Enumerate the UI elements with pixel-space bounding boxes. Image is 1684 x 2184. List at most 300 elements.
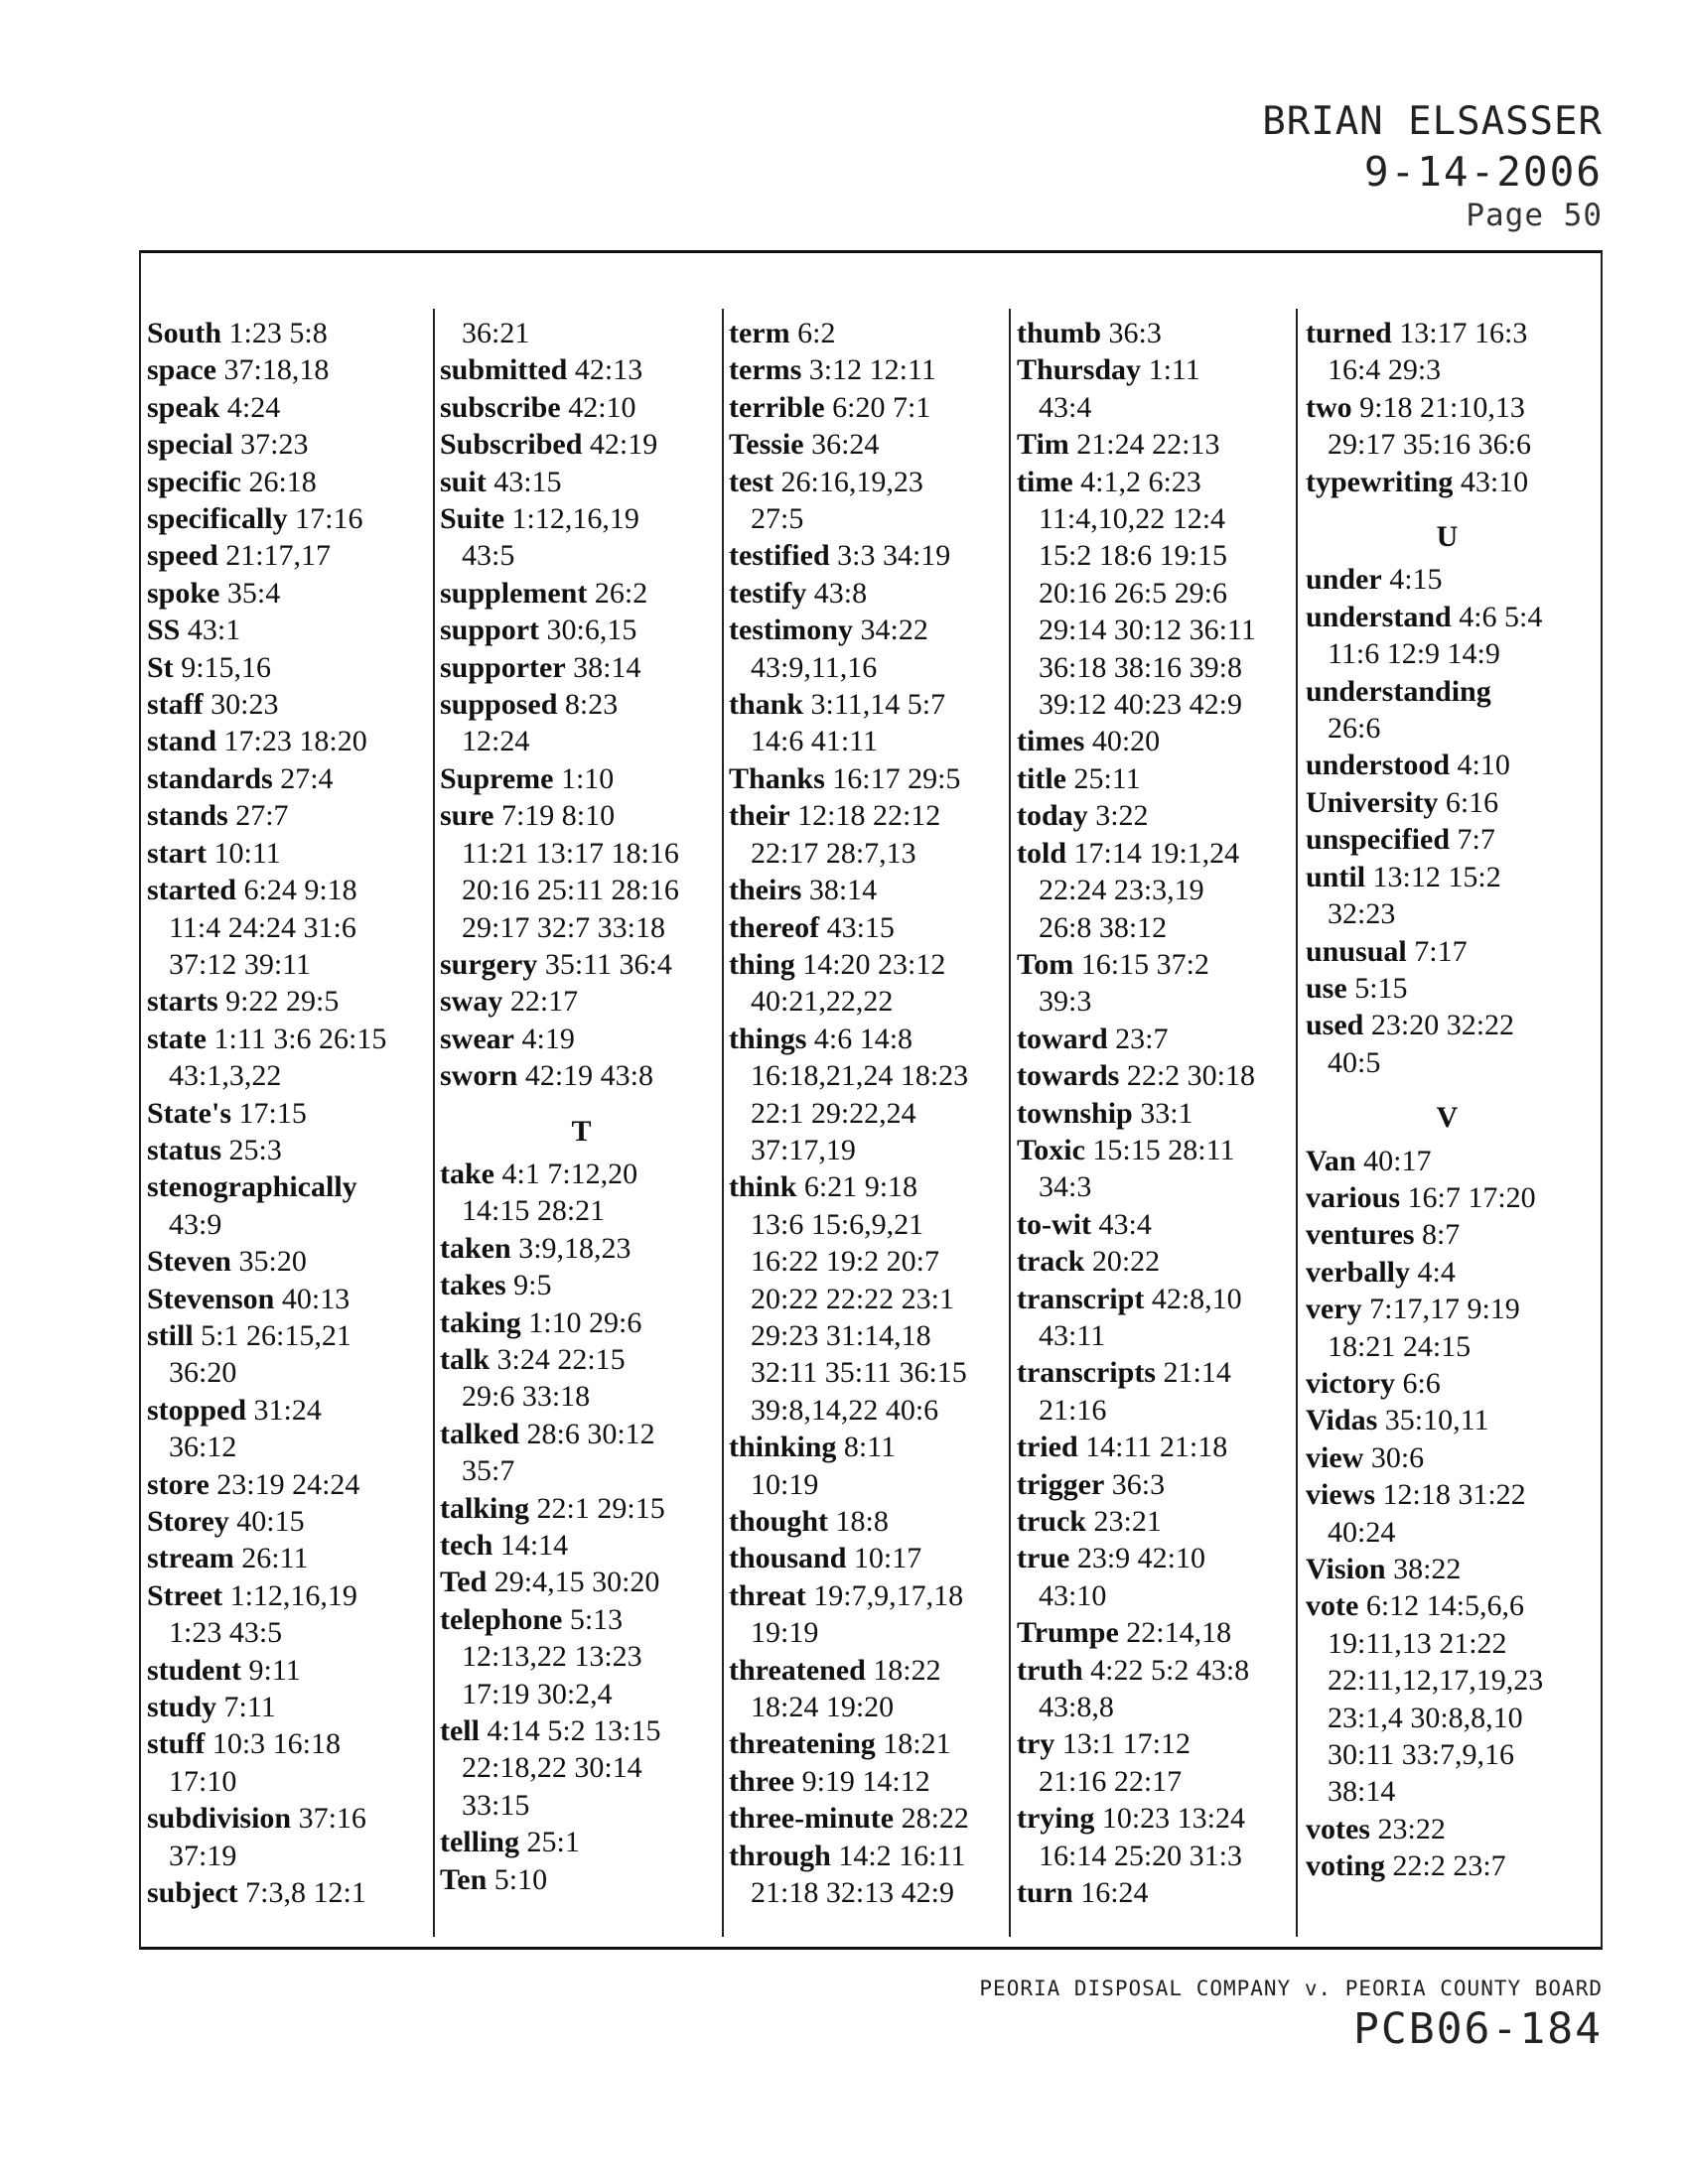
index-term: speak: [147, 390, 220, 424]
index-term: times: [1017, 725, 1085, 758]
index-term: State's: [147, 1096, 231, 1130]
entry-first-line: [147, 1503, 430, 1540]
page-line-refs: 43:9,11,16: [751, 650, 878, 684]
index-box: [139, 250, 1603, 1950]
index-entry: [147, 575, 430, 612]
index-term: towards: [1017, 1059, 1120, 1093]
page-line-refs: 39:12 40:23 42:9: [1039, 688, 1243, 722]
page-line-refs: 1:23 43:5: [169, 1616, 283, 1650]
entry-first-line: [440, 575, 723, 612]
index-entry: [729, 389, 1012, 426]
index-term: spoke: [147, 576, 220, 610]
index-entry: [1017, 1021, 1300, 1057]
index-term: specifically: [147, 502, 288, 536]
index-entry: [440, 426, 723, 463]
entry-first-line: [1306, 464, 1589, 500]
page-line-refs: 43:5: [462, 539, 515, 573]
entry-first-line: [729, 464, 1012, 500]
index-entry: [729, 797, 1012, 872]
index-entry: [147, 797, 430, 834]
entry-first-line: [147, 1281, 430, 1317]
index-entry: [729, 872, 1012, 908]
index-entry: [1017, 835, 1300, 946]
index-entry: [147, 389, 430, 426]
entry-first-line: [147, 1725, 430, 1762]
index-term: thereof: [729, 910, 820, 944]
index-entry: [1017, 1503, 1300, 1540]
index-entry: [440, 575, 723, 612]
index-term: vote: [1306, 1589, 1359, 1623]
entry-first-line: [729, 1800, 1012, 1837]
entry-first-line: [729, 760, 1012, 797]
index-entry: [729, 760, 1012, 797]
index-entry: [147, 1652, 430, 1689]
entry-first-line: [147, 1095, 430, 1132]
entry-first-line: [440, 1341, 723, 1378]
index-entry: [147, 983, 430, 1020]
index-term: Subscribed: [440, 428, 583, 462]
index-term: state: [147, 1022, 207, 1055]
box-left-border: [139, 250, 141, 1950]
page-line-refs: 18:24 19:20: [751, 1691, 895, 1724]
page-line-refs: 16:7 17:20: [1407, 1180, 1536, 1214]
index-entry: [147, 1540, 430, 1576]
index-entry: [1017, 1540, 1300, 1614]
page-line-refs: 7:19 8:10: [500, 799, 616, 833]
page-line-refs: 29:6 33:18: [462, 1380, 591, 1414]
entry-first-line: [147, 1021, 430, 1057]
index-entry: [1017, 1281, 1300, 1355]
page-line-refs: 11:4 24:24 31:6: [169, 910, 356, 944]
entry-first-line: [1017, 426, 1300, 463]
page-line-refs: 29:23 31:14,18: [751, 1318, 931, 1352]
entry-first-line: [729, 351, 1012, 388]
index-term: three-minute: [729, 1802, 895, 1836]
page-line-refs: 16:17 29:5: [832, 761, 961, 795]
page-line-refs: 4:24: [226, 390, 281, 424]
index-term: through: [729, 1839, 831, 1872]
entry-first-line: [1306, 1439, 1589, 1476]
page-line-refs: 23:1,4 30:8,8,10: [1328, 1701, 1523, 1734]
page-line-refs: 40:20: [1091, 725, 1161, 758]
index-term: understanding: [1306, 674, 1491, 708]
entry-first-line: [1306, 1143, 1589, 1179]
entry-first-line: [1017, 1540, 1300, 1576]
entry-first-line: [1017, 1503, 1300, 1540]
page-line-refs: 32:23: [1328, 897, 1396, 931]
entry-first-line: [1306, 1007, 1589, 1043]
entry-first-line: [147, 760, 430, 797]
page-line-refs: 37:16: [298, 1802, 366, 1836]
page-line-refs: 8:23: [564, 688, 619, 722]
page-line-refs: 8:11: [843, 1431, 897, 1464]
index-column-5: [1306, 315, 1589, 1885]
page-line-refs: 40:13: [281, 1282, 351, 1315]
page-line-refs: 4:14 5:2 13:15: [487, 1714, 661, 1748]
entry-first-line: [1017, 1095, 1300, 1132]
entry-first-line: [440, 1230, 723, 1267]
index-entry: [147, 1874, 430, 1911]
page-line-refs: 3:24 22:15: [496, 1342, 626, 1376]
index-term: Ted: [440, 1566, 488, 1599]
entry-first-line: [729, 389, 1012, 426]
page-line-refs: 28:22: [901, 1802, 969, 1836]
entry-first-line: [147, 575, 430, 612]
entry-first-line: [147, 983, 430, 1020]
index-entry: [147, 1725, 430, 1800]
index-entry: [147, 1281, 430, 1317]
entry-first-line: [147, 537, 430, 574]
page-line-refs: 6:24 9:18: [243, 874, 357, 907]
entry-first-line: [1306, 859, 1589, 895]
entry-first-line: [440, 1156, 723, 1192]
index-term: staff: [147, 688, 204, 722]
page-line-refs: 39:8,14,22 40:6: [751, 1393, 939, 1427]
index-term: South: [147, 317, 222, 349]
index-term: three: [729, 1764, 795, 1798]
index-term: until: [1306, 860, 1366, 893]
entry-first-line: [1306, 1587, 1589, 1624]
page-footer: [979, 1974, 1603, 2055]
index-entry: [440, 1304, 723, 1341]
index-entry: [1017, 760, 1300, 797]
page-line-refs: 16:15 37:2: [1080, 947, 1209, 981]
index-term: turn: [1017, 1876, 1073, 1910]
index-entry: [440, 1230, 723, 1267]
page-line-refs: 9:22 29:5: [225, 985, 340, 1019]
index-term: terrible: [729, 390, 825, 424]
index-entry: [440, 389, 723, 426]
entry-first-line: [440, 686, 723, 723]
index-term: township: [1017, 1096, 1133, 1130]
page-line-refs: 42:10: [568, 390, 636, 424]
index-entry: [147, 1021, 430, 1095]
page-line-refs: 3:11,14 5:7: [810, 688, 946, 722]
page-line-refs: 25:11: [1073, 761, 1141, 795]
page-line-refs: 1:12,16,19: [511, 502, 639, 536]
index-entry: [729, 1652, 1012, 1726]
index-entry: [440, 983, 723, 1020]
entry-first-line: [1306, 1365, 1589, 1402]
page-line-refs: 28:6 30:12: [526, 1417, 655, 1450]
index-term: true: [1017, 1542, 1070, 1575]
index-term: Storey: [147, 1505, 229, 1538]
entry-first-line: [729, 537, 1012, 574]
page-line-refs: 36:20: [169, 1356, 237, 1390]
page-line-refs: 26:18: [248, 465, 317, 498]
page-line-refs: 10:23 13:24: [1101, 1802, 1245, 1836]
page-line-refs: 36:18 38:16 39:8: [1039, 650, 1243, 684]
page-line-refs: 37:12 39:11: [169, 947, 312, 981]
index-term: Vision: [1306, 1553, 1386, 1585]
page-line-refs: 43:4: [1039, 390, 1092, 424]
index-entry: [1306, 1847, 1589, 1884]
index-entry: [729, 612, 1012, 686]
entry-first-line: [440, 1021, 723, 1057]
index-term: truth: [1017, 1653, 1083, 1687]
entry-first-line: [1306, 784, 1589, 821]
entry-first-line: [1017, 1800, 1300, 1837]
index-entry: [147, 872, 430, 983]
index-entry: [1306, 1143, 1589, 1179]
entry-first-line: [1017, 723, 1300, 759]
index-entry: [147, 612, 430, 648]
entry-first-line: [440, 1304, 723, 1341]
index-term: stands: [147, 799, 228, 833]
page-line-refs: 10:11: [213, 836, 281, 870]
page-line-refs: 40:24: [1328, 1515, 1396, 1549]
page-line-refs: 12:18 22:12: [797, 799, 941, 833]
page-line-refs: 29:17 32:7 33:18: [462, 910, 666, 944]
index-entry: [729, 1577, 1012, 1652]
page-line-refs: 3:3 34:19: [837, 539, 951, 573]
page-line-refs: 42:19: [589, 428, 658, 462]
page-line-refs: 1:12,16,19: [229, 1578, 357, 1612]
index-entry: [729, 575, 1012, 612]
entry-first-line: [147, 1652, 430, 1689]
index-entry: [440, 649, 723, 686]
page-line-refs: 4:15: [1389, 563, 1443, 597]
entry-first-line: [440, 389, 723, 426]
entry-first-line: [440, 315, 723, 351]
page-line-refs: 29:14 30:12 36:11: [1039, 614, 1256, 647]
entry-first-line: [147, 1540, 430, 1576]
index-term: title: [1017, 761, 1066, 795]
page-line-refs: 5:13: [569, 1602, 624, 1636]
index-entry: [147, 1168, 430, 1243]
entry-first-line: [729, 612, 1012, 648]
page-line-refs: 40:17: [1363, 1144, 1432, 1177]
page-line-refs: 4:10: [1457, 749, 1510, 782]
index-entry: [1306, 1811, 1589, 1847]
index-entry: [147, 351, 430, 388]
index-term: various: [1306, 1180, 1401, 1214]
entry-first-line: [147, 500, 430, 537]
entry-first-line: [729, 1021, 1012, 1057]
page-line-refs: 30:6,15: [546, 614, 637, 647]
entry-first-line: [1017, 1281, 1300, 1317]
index-term: their: [729, 799, 790, 833]
index-entry: [1306, 1365, 1589, 1402]
index-term: Suite: [440, 502, 505, 536]
index-entry: [440, 1490, 723, 1527]
entry-first-line: [729, 946, 1012, 983]
entry-first-line: [729, 426, 1012, 463]
page-line-refs: 18:21: [883, 1727, 951, 1761]
index-term: threat: [729, 1578, 806, 1612]
index-entry: [1306, 1587, 1589, 1810]
index-term: talked: [440, 1417, 520, 1450]
page-line-refs: 15:15 28:11: [1092, 1133, 1235, 1166]
index-term: very: [1306, 1293, 1362, 1326]
page-line-refs: 1:11: [1148, 353, 1200, 387]
index-entry: [729, 1800, 1012, 1837]
index-entry: [440, 1341, 723, 1416]
entry-first-line: [1306, 315, 1589, 351]
entry-first-line: [440, 1712, 723, 1749]
index-entry: [729, 1725, 1012, 1762]
index-entry: [1017, 315, 1300, 351]
entry-first-line: [440, 1564, 723, 1600]
page-line-refs: 38:14: [808, 874, 878, 907]
index-entry: [1306, 1007, 1589, 1081]
entry-first-line: [1017, 835, 1300, 872]
page-line-refs: 4:6 14:8: [813, 1022, 913, 1055]
page-line-refs: 9:19 14:12: [801, 1764, 930, 1798]
index-term: turned: [1306, 317, 1392, 349]
index-entry: [440, 1416, 723, 1490]
entry-first-line: [1306, 970, 1589, 1007]
page-line-refs: 14:15 28:21: [462, 1194, 606, 1228]
page-line-refs: 27:7: [235, 799, 289, 833]
entry-first-line: [147, 1317, 430, 1354]
entry-first-line: [729, 1577, 1012, 1614]
index-term: under: [1306, 563, 1382, 597]
index-term: unusual: [1306, 934, 1407, 968]
page-line-refs: 37:18,18: [223, 353, 330, 387]
page-line-refs: 34:22: [860, 614, 928, 647]
entry-first-line: [147, 464, 430, 500]
index-term: tell: [440, 1714, 480, 1748]
entry-first-line: [1017, 315, 1300, 351]
index-entry: [440, 612, 723, 648]
page-line-refs: 42:13: [574, 353, 643, 387]
index-term: Toxic: [1017, 1133, 1085, 1166]
page-line-refs: 43:15: [826, 910, 895, 944]
page-line-refs: 7:7: [1457, 823, 1495, 857]
index-entry: [1306, 859, 1589, 933]
page-line-refs: 6:2: [797, 317, 836, 349]
entry-first-line: [440, 1861, 723, 1898]
page-line-refs: 31:24: [253, 1393, 322, 1427]
index-term: telling: [440, 1826, 519, 1859]
page-line-refs: 43:15: [493, 465, 562, 498]
entry-first-line: [1306, 1476, 1589, 1513]
index-entry: [440, 1021, 723, 1057]
entry-first-line: [147, 389, 430, 426]
page-line-refs: 9:11: [248, 1653, 301, 1687]
page-line-refs: 19:11,13 21:22: [1328, 1626, 1507, 1660]
page-line-refs: 5:10: [493, 1862, 548, 1896]
index-term: Steven: [147, 1245, 231, 1279]
index-entry: [1306, 599, 1589, 673]
column-divider: [433, 309, 435, 1937]
entry-first-line: [729, 909, 1012, 946]
index-entry: [440, 1564, 723, 1600]
index-entry: [440, 1527, 723, 1564]
index-term: testify: [729, 576, 807, 610]
page-line-refs: 9:5: [513, 1269, 552, 1302]
page-line-refs: 38:14: [573, 650, 641, 684]
index-term: submitted: [440, 353, 568, 387]
index-term: trigger: [1017, 1467, 1105, 1501]
entry-first-line: [1017, 351, 1300, 388]
entry-first-line: [440, 797, 723, 834]
section-letter: U: [1436, 520, 1459, 554]
index-term: Street: [147, 1578, 223, 1612]
page-line-refs: 23:19 24:24: [216, 1467, 360, 1501]
entry-first-line: [1017, 946, 1300, 983]
page-line-refs: 22:1 29:15: [536, 1491, 665, 1525]
index-entry: [440, 1824, 723, 1860]
page-line-refs: 17:14 19:1,24: [1073, 836, 1240, 870]
index-term: use: [1306, 971, 1347, 1005]
entry-first-line: [147, 649, 430, 686]
page-line-refs: 22:24 23:3,19: [1039, 874, 1204, 907]
entry-first-line: [147, 1168, 430, 1205]
page-line-refs: 23:21: [1093, 1505, 1162, 1538]
index-term: time: [1017, 465, 1073, 498]
page-line-refs: 18:21 24:15: [1328, 1329, 1472, 1363]
page-line-refs: 16:24: [1080, 1876, 1149, 1910]
page-line-refs: 22:2 23:7: [1392, 1849, 1506, 1883]
index-term: thinking: [729, 1431, 837, 1464]
index-term: store: [147, 1467, 210, 1501]
index-term: subscribe: [440, 390, 561, 424]
entry-first-line: [729, 1540, 1012, 1576]
entry-first-line: [440, 983, 723, 1020]
page-line-refs: 42:19 43:8: [524, 1059, 654, 1093]
page-line-refs: 9:18 21:10,13: [1359, 390, 1525, 424]
entry-first-line: [1306, 1179, 1589, 1216]
index-term: supporter: [440, 650, 566, 684]
index-entry: [147, 1243, 430, 1280]
entry-first-line: [440, 1267, 723, 1303]
page-line-refs: 3:12 12:11: [808, 353, 936, 387]
index-entry: [147, 1577, 430, 1652]
index-term: thank: [729, 688, 804, 722]
index-entry: [440, 1267, 723, 1303]
page-line-refs: 17:15: [238, 1096, 307, 1130]
page-line-refs: 4:19: [521, 1022, 575, 1055]
index-entry: [1017, 1095, 1300, 1132]
index-entry: [729, 351, 1012, 388]
index-entry: [147, 537, 430, 574]
page-line-refs: 39:3: [1039, 985, 1092, 1019]
index-entry: [147, 1095, 430, 1132]
entry-first-line: [729, 1763, 1012, 1800]
page-line-refs: 16:14 25:20 31:3: [1039, 1839, 1243, 1872]
index-term: Ten: [440, 1862, 488, 1896]
index-term: space: [147, 353, 216, 387]
page-line-refs: 6:6: [1402, 1366, 1441, 1400]
page-line-refs: 14:2 16:11: [838, 1839, 966, 1872]
entry-first-line: [147, 686, 430, 723]
index-term: stand: [147, 725, 217, 758]
index-entry: [440, 1861, 723, 1898]
index-term: view: [1306, 1440, 1364, 1474]
index-entry: [1017, 797, 1300, 834]
index-term: transcripts: [1017, 1356, 1156, 1390]
index-term: take: [440, 1157, 494, 1190]
page-line-refs: 35:4: [226, 576, 281, 610]
page-line-refs: 43:11: [1039, 1318, 1106, 1352]
page-line-refs: 19:19: [751, 1616, 819, 1650]
entry-first-line: [729, 1503, 1012, 1540]
index-term: verbally: [1306, 1255, 1410, 1289]
index-entry: [729, 946, 1012, 1021]
page-line-refs: 16:22 19:2 20:7: [751, 1245, 940, 1279]
index-entry: [1017, 351, 1300, 426]
page-line-refs: 23:7: [1115, 1022, 1169, 1055]
page-line-refs: 36:3: [1111, 1467, 1166, 1501]
entry-first-line: [1306, 1216, 1589, 1253]
index-term: toward: [1017, 1022, 1108, 1055]
index-entry: [147, 723, 430, 759]
index-term: Stevenson: [147, 1282, 275, 1315]
page-line-refs: 14:14: [499, 1529, 569, 1562]
index-entry: [147, 1132, 430, 1168]
